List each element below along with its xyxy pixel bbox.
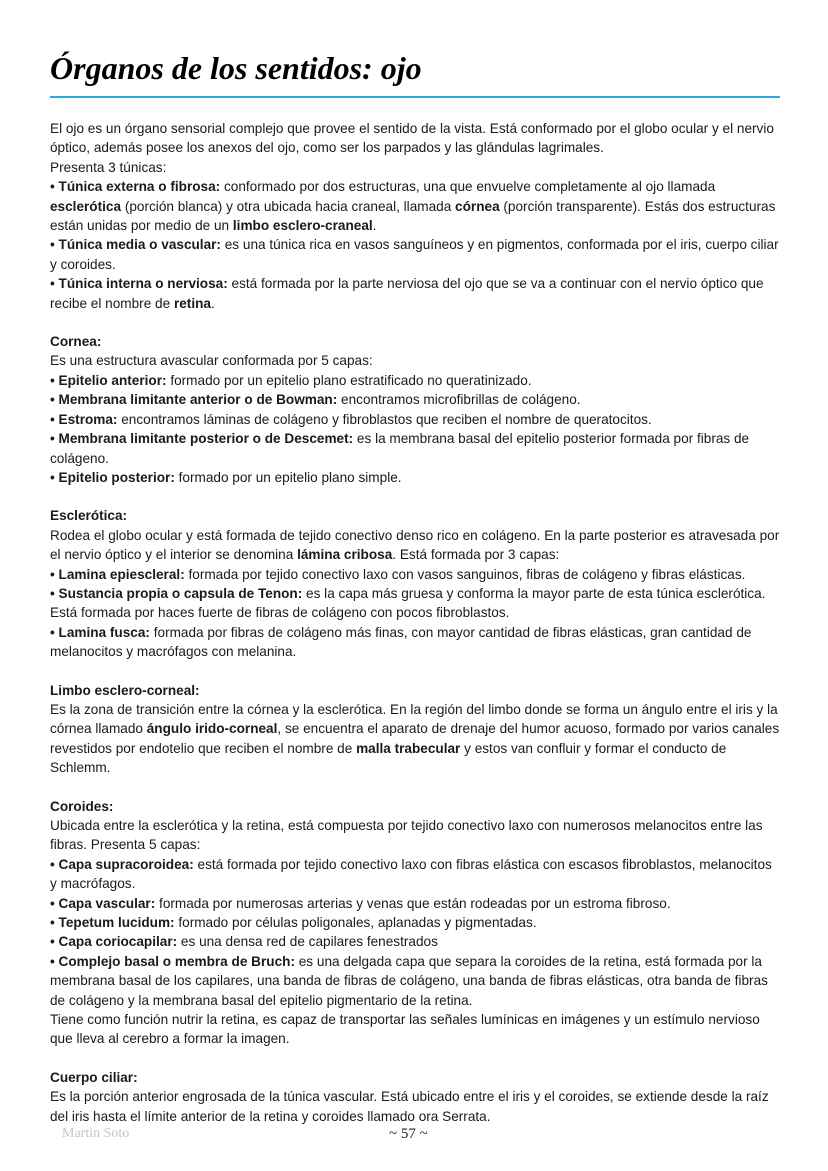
list-item: • Lamina fusca: formada por fibras de colágeno más finas, con mayor cantidad de fibras elásticas, gran cantidad de melanocitos y macrófagos con melanina. bbox=[50, 624, 752, 660]
list-item: • Capa coriocapilar: es una densa red de capilares fenestrados bbox=[50, 934, 438, 950]
list-item: • Lamina epiescleral: formada por tejido conectivo laxo con vasos sanguinos, fibras de colágeno y fibras elásticas. bbox=[50, 566, 746, 582]
tunica-media-item: • Túnica media o vascular: es una túnica rica en vasos sanguíneos y en pigmentos, conformada por el iris, cuerpo ciliar y coroides. bbox=[50, 237, 779, 272]
coroides-outro: Tiene como función nutrir la retina, es capaz de transportar las señales lumínicas en imágenes y un estímulo nervioso que lleva al cerebro a formar la imagen. bbox=[50, 1012, 760, 1047]
tunica-externa-item: • Túnica externa o fibrosa: conformado por dos estructuras, una que envuelve completamente al ojo llamada esclerótica (porción blanca) y otra ubicada hacia craneal, llamada córnea (porción transparente). Estás dos estructuras están unidas por medio de un limbo esclero-craneal. bbox=[50, 179, 776, 234]
title-rule bbox=[50, 96, 780, 98]
tunica-interna-label: • Túnica interna o nerviosa: bbox=[50, 276, 228, 292]
limbo-heading: Limbo esclero-corneal: bbox=[50, 682, 200, 698]
tunica-interna-item: • Túnica interna o nerviosa: está formada por la parte nerviosa del ojo que se va a continuar con el nervio óptico que recibe el nombre de retina. bbox=[50, 276, 764, 311]
list-item: • Estroma: encontramos láminas de colágeno y fibroblastos que reciben el nombre de queratocitos. bbox=[50, 411, 652, 427]
esclerotica-intro: Rodea el globo ocular y está formada de tejido conectivo denso rico en colágeno. En la parte posterior es atravesada por el nervio óptico y el interior se denomina lámina cribosa. Está formada por 3 capas: bbox=[50, 527, 780, 563]
esclerotica-heading: Esclerótica: bbox=[50, 508, 128, 524]
list-item: • Capa vascular: formada por numerosas arterias y venas que están rodeadas por un estroma fibroso. bbox=[50, 895, 671, 911]
list-item: • Epitelio anterior: formado por un epitelio plano estratificado no queratinizado. bbox=[50, 372, 532, 388]
limbo-paragraph: Es la zona de transición entre la córnea y la esclerótica. En la región del limbo donde se forma un ángulo entre el iris y la córnea llamado ángulo irido-corneal, se encuentra el aparato de drenaje del humor acuoso, formado por varios canales revestidos por endotelio que reciben el nombre de malla trabecular y estos van confluir y formar el conducto de Schlemm. bbox=[50, 701, 780, 776]
list-item: • Membrana limitante posterior o de Descemet: es la membrana basal del epitelio posterior formada por fibras de colágeno. bbox=[50, 431, 750, 466]
document-body bbox=[50, 119, 782, 1126]
footer-author: Martin Soto bbox=[62, 1126, 130, 1141]
list-item: • Membrana limitante anterior o de Bowman: encontramos microfibrillas de colágeno. bbox=[50, 392, 581, 408]
cornea-heading: Cornea: bbox=[50, 334, 102, 350]
list-item: • Sustancia propia o capsula de Tenon: es la capa más gruesa y conforma la mayor parte de esta túnica esclerótica. Está formada por haces fuerte de fibras de colágeno con pocos fibroblastos. bbox=[50, 585, 766, 621]
cuerpo-ciliar-heading: Cuerpo ciliar: bbox=[50, 1069, 138, 1085]
page-title: Órganos de los sentidos: ojo bbox=[50, 50, 422, 86]
list-item: • Capa supracoroidea: está formada por tejido conectivo laxo con fibras elástica con escasos fibroblastos, melanocitos y macrófagos. bbox=[50, 856, 772, 892]
page-number: ~ 57 ~ bbox=[389, 1126, 428, 1142]
list-item: • Tepetum lucidum: formado por células poligonales, aplanadas y pigmentadas. bbox=[50, 915, 537, 931]
list-item: • Epitelio posterior: formado por un epitelio plano simple. bbox=[50, 469, 402, 485]
tunica-media-label: • Túnica media o vascular: bbox=[50, 237, 221, 253]
tunica-externa-label: • Túnica externa o fibrosa: bbox=[50, 179, 221, 195]
intro-tunicas-line: Presenta 3 túnicas: bbox=[50, 159, 167, 175]
coroides-intro: Ubicada entre la esclerótica y la retina, está compuesta por tejido conectivo laxo con numerosos melanocitos entre las fibras. Presenta 5 capas: bbox=[50, 818, 763, 853]
coroides-heading: Coroides: bbox=[50, 798, 114, 814]
intro-paragraph: El ojo es un órgano sensorial complejo que provee el sentido de la vista. Está conformado por el globo ocular y el nervio óptico, además posee los anexos del ojo, como ser los parpados y las glándulas lagrimales. bbox=[50, 121, 774, 156]
list-item: • Complejo basal o membra de Bruch: es una delgada capa que separa la coroides de la retina, está formada por la membrana basal de los capilares, una banda de fibras de colágeno, una banda de fibras elásticas, otra banda de fibras de colágeno y la membrana basal del epitelio pigmentario de la retina. bbox=[50, 953, 768, 1008]
cornea-intro: Es una estructura avascular conformada por 5 capas: bbox=[50, 353, 373, 369]
cuerpo-ciliar-paragraph: Es la porción anterior engrosada de la túnica vascular. Está ubicado entre el iris y el coroides, se extiende desde la raíz del iris hasta el límite anterior de la retina y coroides llamado ora Serrata. bbox=[50, 1089, 769, 1124]
